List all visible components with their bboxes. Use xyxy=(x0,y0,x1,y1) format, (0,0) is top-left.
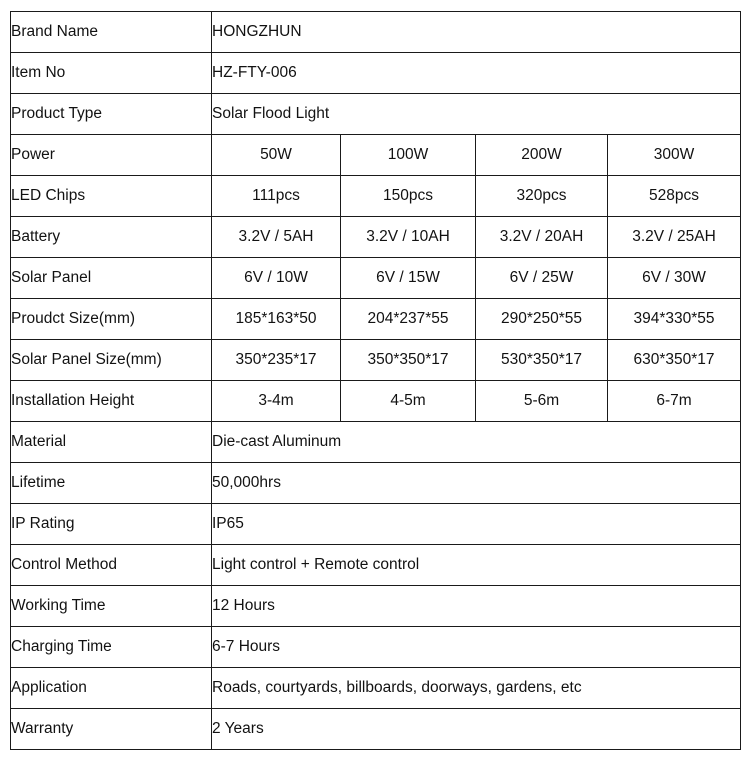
table-row xyxy=(11,709,741,750)
table-row xyxy=(11,217,741,258)
spec-value-variant-1: 185*163*50 xyxy=(212,299,341,340)
table-row xyxy=(11,586,741,627)
spec-value-variant-3: 3.2V / 20AH xyxy=(476,217,608,258)
spec-value-variant-4: 6V / 30W xyxy=(608,258,741,299)
spec-value-variant-2: 3.2V / 10AH xyxy=(341,217,476,258)
table-row xyxy=(11,12,741,53)
spec-label: Power xyxy=(11,135,212,176)
spec-label: Solar Panel Size(mm) xyxy=(11,340,212,381)
spec-label: IP Rating xyxy=(11,504,212,545)
table-row xyxy=(11,504,741,545)
spec-value: 6-7 Hours xyxy=(212,627,741,668)
spec-value-variant-2: 6V / 15W xyxy=(341,258,476,299)
spec-value-variant-1: 111pcs xyxy=(212,176,341,217)
spec-value-variant-1: 3-4m xyxy=(212,381,341,422)
spec-label: LED Chips xyxy=(11,176,212,217)
spec-value-variant-4: 6-7m xyxy=(608,381,741,422)
spec-label: Solar Panel xyxy=(11,258,212,299)
spec-value-variant-4: 394*330*55 xyxy=(608,299,741,340)
spec-label: Battery xyxy=(11,217,212,258)
spec-value-variant-4: 630*350*17 xyxy=(608,340,741,381)
spec-label: Proudct Size(mm) xyxy=(11,299,212,340)
table-row xyxy=(11,53,741,94)
spec-value-variant-3: 320pcs xyxy=(476,176,608,217)
spec-label: Item No xyxy=(11,53,212,94)
spec-value-variant-4: 3.2V / 25AH xyxy=(608,217,741,258)
spec-label: Working Time xyxy=(11,586,212,627)
table-row xyxy=(11,258,741,299)
table-row xyxy=(11,94,741,135)
spec-value-variant-2: 204*237*55 xyxy=(341,299,476,340)
spec-value: 2 Years xyxy=(212,709,741,750)
table-row xyxy=(11,668,741,709)
spec-value: Die-cast Aluminum xyxy=(212,422,741,463)
spec-value-variant-4: 528pcs xyxy=(608,176,741,217)
spec-value: HZ-FTY-006 xyxy=(212,53,741,94)
spec-value-variant-3: 200W xyxy=(476,135,608,176)
table-row xyxy=(11,176,741,217)
spec-value-variant-3: 6V / 25W xyxy=(476,258,608,299)
spec-value-variant-3: 290*250*55 xyxy=(476,299,608,340)
table-row xyxy=(11,340,741,381)
spec-value-variant-2: 150pcs xyxy=(341,176,476,217)
spec-value-variant-2: 100W xyxy=(341,135,476,176)
spec-label: Installation Height xyxy=(11,381,212,422)
spec-value-variant-4: 300W xyxy=(608,135,741,176)
table-row xyxy=(11,299,741,340)
spec-value-variant-3: 5-6m xyxy=(476,381,608,422)
spec-value-variant-1: 50W xyxy=(212,135,341,176)
spec-value: Roads, courtyards, billboards, doorways, gardens, etc xyxy=(212,668,741,709)
spec-label: Application xyxy=(11,668,212,709)
spec-label: Product Type xyxy=(11,94,212,135)
table-row xyxy=(11,381,741,422)
spec-value: IP65 xyxy=(212,504,741,545)
table-row xyxy=(11,627,741,668)
spec-value-variant-1: 6V / 10W xyxy=(212,258,341,299)
table-row xyxy=(11,545,741,586)
spec-value-variant-1: 350*235*17 xyxy=(212,340,341,381)
spec-label: Material xyxy=(11,422,212,463)
table-row xyxy=(11,422,741,463)
spec-label: Warranty xyxy=(11,709,212,750)
spec-value-variant-1: 3.2V / 5AH xyxy=(212,217,341,258)
spec-value: Solar Flood Light xyxy=(212,94,741,135)
spec-value-variant-2: 350*350*17 xyxy=(341,340,476,381)
spec-label: Charging Time xyxy=(11,627,212,668)
spec-label: Lifetime xyxy=(11,463,212,504)
table-row xyxy=(11,135,741,176)
product-spec-sheet xyxy=(10,11,740,750)
spec-value: 50,000hrs xyxy=(212,463,741,504)
spec-value-variant-2: 4-5m xyxy=(341,381,476,422)
spec-value: Light control + Remote control xyxy=(212,545,741,586)
spec-value: HONGZHUN xyxy=(212,12,741,53)
spec-label: Brand Name xyxy=(11,12,212,53)
table-row xyxy=(11,463,741,504)
spec-value: 12 Hours xyxy=(212,586,741,627)
spec-table-body xyxy=(11,12,741,750)
product-specification-table xyxy=(10,11,741,750)
spec-label: Control Method xyxy=(11,545,212,586)
spec-value-variant-3: 530*350*17 xyxy=(476,340,608,381)
